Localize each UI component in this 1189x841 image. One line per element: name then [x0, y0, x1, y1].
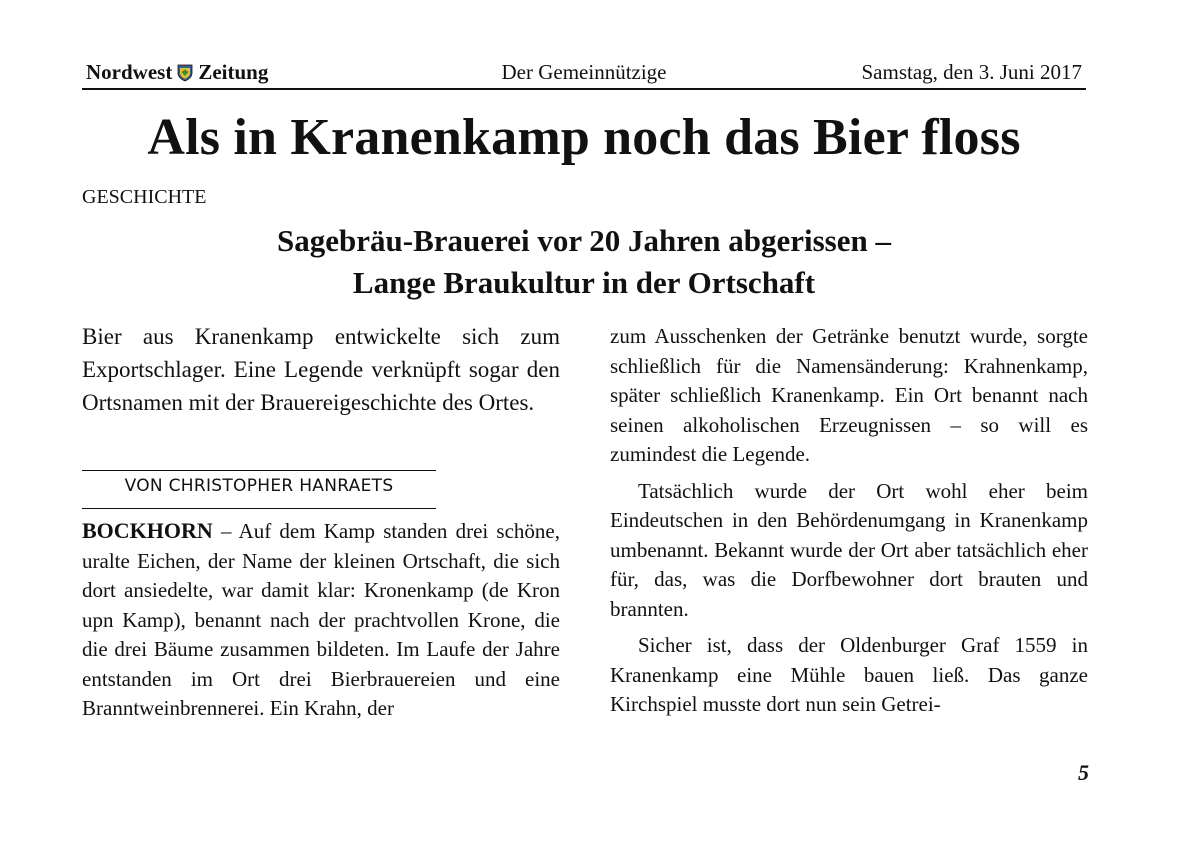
- body-paragraph: Sicher ist, dass der Oldenburger Graf 1559 in Kranenkamp eine Mühle bauen ließ. Das ganze Kirchspiel musste dort nun sein Getrei-: [610, 633, 1088, 716]
- body-column-left: [82, 516, 560, 724]
- body-paragraph: zum Ausschenken der Getränke benutzt wurde, sorgte schließlich für die Namensänderung: Krahnenkamp, später schließlich Kranenkamp. Ein Ort benannt nach seinen alkoholischen Erzeugnissen – so will es zumindest die Legende.: [610, 324, 1088, 466]
- masthead: [82, 58, 1086, 90]
- byline: VON CHRISTOPHER HANRAETS: [124, 476, 394, 496]
- lead-text: Bier aus Kranenkamp entwickelte sich zum Exportschlager. Eine Legende verknüpft sogar den Ortsnamen mit der Brauereigeschichte des Ortes.: [82, 324, 560, 415]
- newspaper-name-left: Nordwest: [86, 60, 173, 84]
- body-left-text: – Auf dem Kamp standen drei schöne, uralte Eichen, der Name der kleinen Ortschaft, die sich dort ansiedelte, war damit klar: Kronenkamp (de Kron upn Kamp), benannt nach der prachtvollen Krone, die die drei Bäume zusammen bildeten. Im Laufe der Jahre entstanden im Ort drei Bierbrauereien und eine Branntweinbrennerei. Ein Krahn, der: [82, 519, 560, 720]
- subheadline-line-1: Sagebräu-Brauerei vor 20 Jahren abgerissen –: [277, 223, 891, 258]
- issue-date: Samstag, den 3. Juni 2017: [861, 60, 1082, 84]
- page-number: 5: [1078, 760, 1089, 785]
- body-paragraph: [82, 516, 560, 724]
- byline-rule-top: [82, 470, 436, 471]
- newspaper-name-right: Zeitung: [198, 60, 269, 84]
- dateline: BOCKHORN: [82, 518, 213, 543]
- subheadline: [82, 220, 1086, 304]
- body-paragraph: Tatsächlich wurde der Ort wohl eher beim Eindeutschen in den Behördenumgang in Kranenkamp umbenannt. Bekannt wurde der Ort aber tatsächlich eher für, das, was die Dorfbewohner dort brauten und brannten.: [610, 478, 1088, 621]
- kicker: GESCHICHTE: [82, 186, 207, 208]
- section-name: Der Gemeinnützige: [501, 60, 667, 84]
- headline: Als in Kranenkamp noch das Bier floss: [147, 109, 1021, 166]
- byline-rule-bottom: [82, 508, 436, 509]
- subheadline-line-2: Lange Braukultur in der Ortschaft: [352, 265, 816, 300]
- body-column-right: [610, 322, 1088, 720]
- lead-paragraph: [82, 320, 560, 419]
